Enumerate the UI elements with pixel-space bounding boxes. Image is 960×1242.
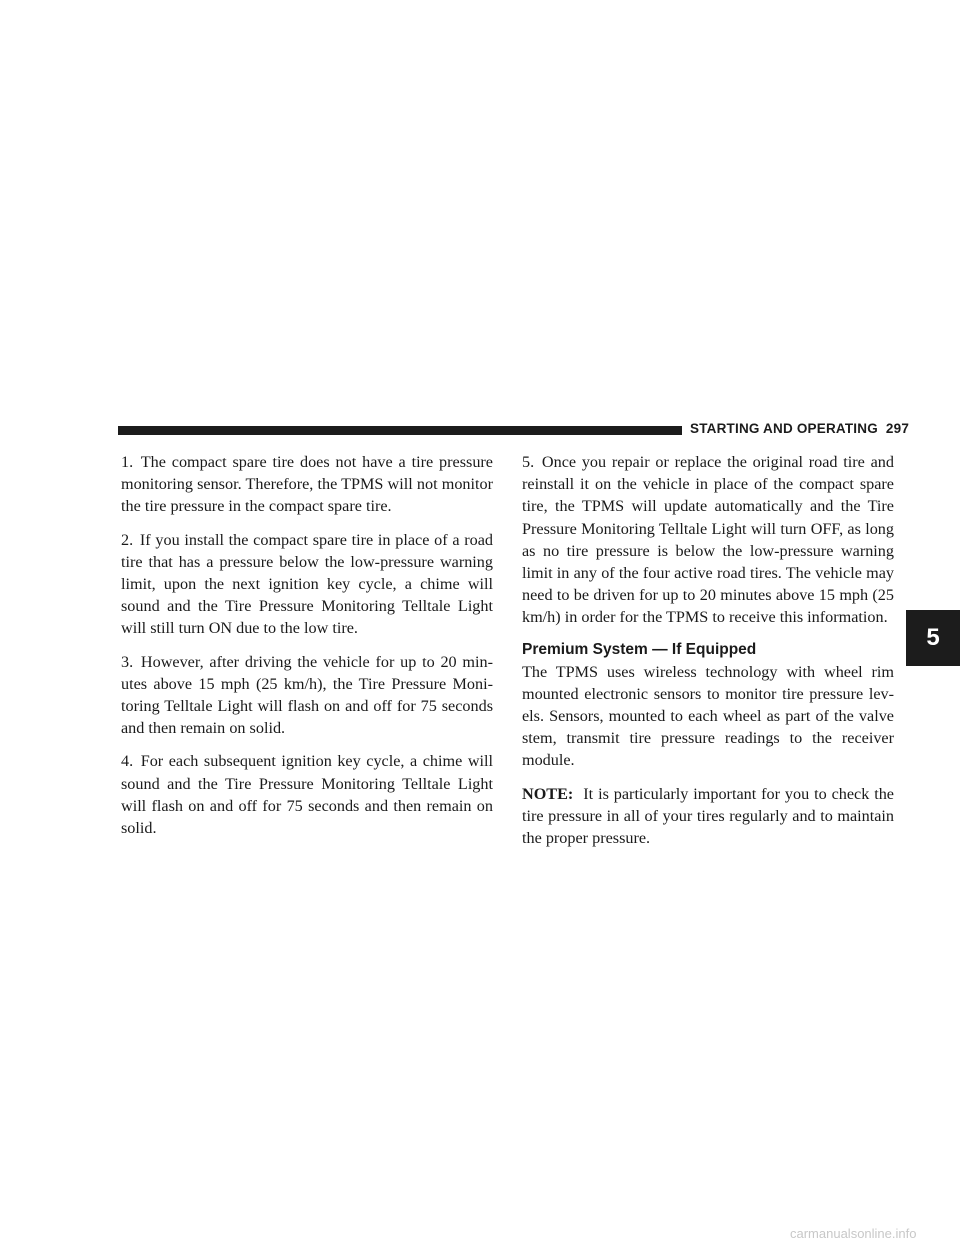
item-number: 3. — [121, 652, 134, 671]
chapter-tab: 5 — [906, 610, 960, 666]
section-title: STARTING AND OPERATING — [690, 421, 878, 436]
item-text: For each subsequent ignition key cycle, a chime will sound and the Tire Pressure Monitoring Telltale Light will flash on and off for 75 seconds and then remain on solid. — [121, 752, 494, 838]
item-number: 5. — [522, 453, 535, 471]
left-column — [121, 451, 493, 850]
page-number: 297 — [885, 421, 910, 436]
right-column — [522, 451, 894, 860]
item-text: If you install the compact spare tire in place of a road tire that has a pressure below the low-pressure warning limit, upon the next ignition key cycle, a chime will sound and the Tire Pressure Monitoring Telltale Light will still turn ON due to the low tire. — [121, 530, 493, 638]
list-item — [121, 451, 493, 518]
list-item — [121, 750, 493, 839]
note-text: It is particularly important for you to check the tire pressure in all of your tires regularly and to maintain the proper pressure. — [522, 784, 894, 848]
item-number: 1. — [121, 453, 134, 471]
list-item — [121, 529, 493, 640]
item-number: 4. — [121, 752, 134, 771]
item-text: Once you repair or replace the original road tire and reinstall it on the vehicle in place of the compact spare tire, the TPMS will update automatically and the Tire Pressure Monitoring Telltale Light will turn OFF, as long as no tire pressure is below the low-pressure warning limit in any of the four active road tires. The vehicle may need to be driven for up to 20 minutes above 15 mph (25 km/h) in order for the TPMS to receive this information. — [522, 453, 894, 627]
item-number: 2. — [121, 530, 134, 549]
note-label: NOTE: — [522, 784, 574, 803]
list-item — [522, 451, 894, 629]
header-rule — [118, 426, 682, 435]
running-header — [690, 421, 909, 436]
list-item — [121, 651, 493, 740]
section-body: The TPMS uses wireless technology with wheel rim mounted electronic sensors to monitor tire pressure lev-els. Sensors, mounted to each wheel as part of the valve stem, transmit tire pressure readings to the receiver module. — [522, 662, 894, 770]
item-text: The compact spare tire does not have a tire pressure monitoring sensor. Therefore, the TPMS will not monitor the tire pressure in the compact spare tire. — [121, 453, 493, 516]
note-paragraph — [522, 783, 894, 850]
section-heading: Premium System — If Equipped — [522, 640, 757, 658]
item-text: However, after driving the vehicle for up to 20 min-utes above 15 mph (25 km/h), the Tire Pressure Moni-toring Telltale Light will flash on and off for 75 seconds and then remain on solid. — [121, 652, 494, 738]
watermark: carmanualsonline.info — [790, 1226, 917, 1241]
